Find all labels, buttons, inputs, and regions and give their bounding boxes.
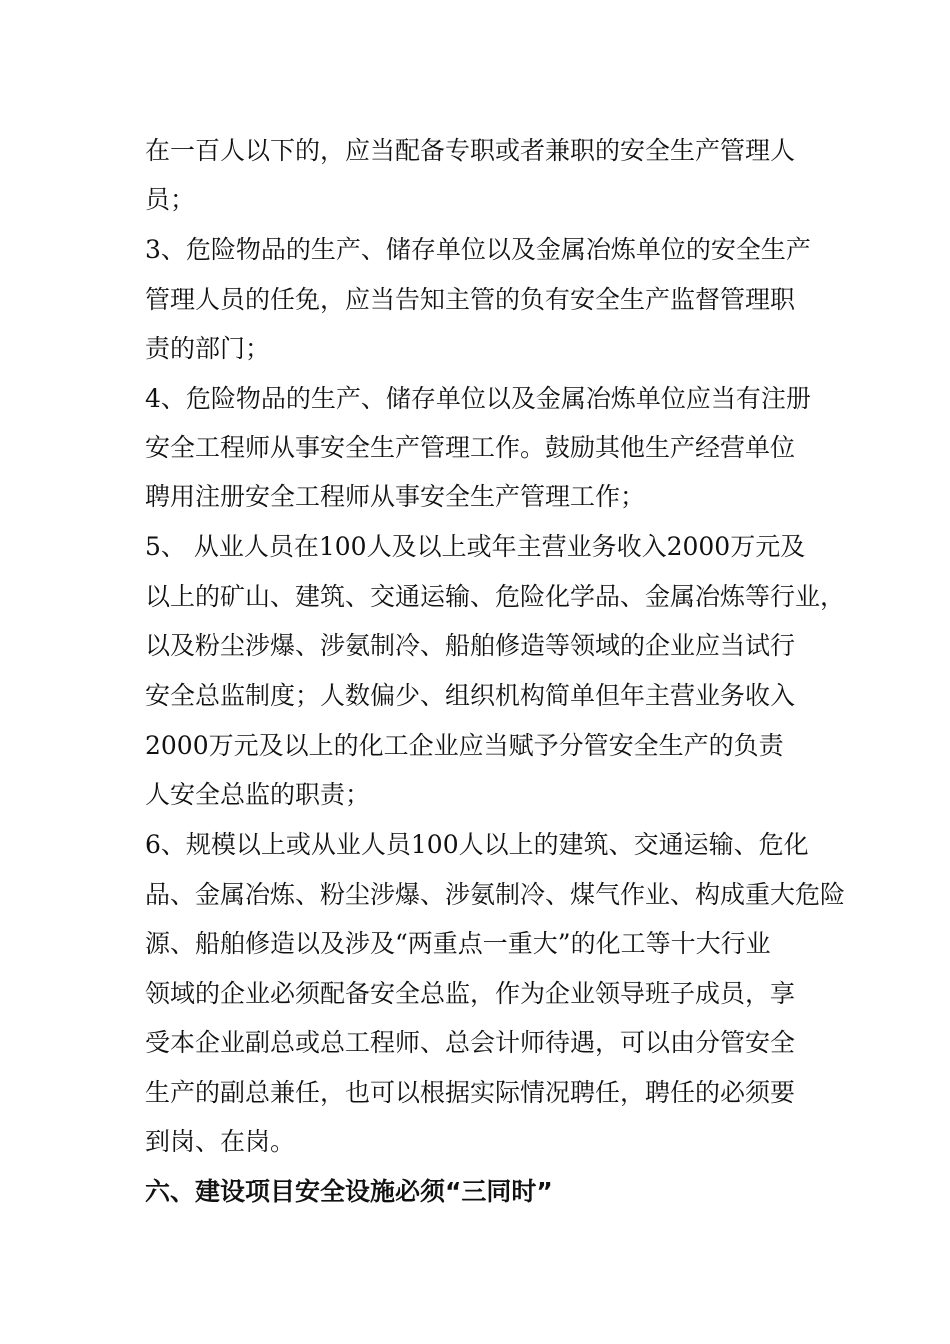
text-line-15: 6、规模以上或从业人员100人以上的建筑、交通运输、危化 bbox=[145, 830, 809, 859]
text-line-12: 安全总监制度；人数偏少、组织机构简单但年主营业务收入 bbox=[145, 681, 796, 710]
text-line-11: 以及粉尘涉爆、涉氨制冷、船舶修造等领域的企业应当试行 bbox=[145, 631, 796, 660]
text-line-9: 5、 从业人员在100人及以上或年主营业务收入2000万元及 bbox=[145, 532, 806, 561]
text-line-13: 2000万元及以上的化工企业应当赋予分管安全生产的负责 bbox=[145, 731, 784, 760]
text-line-6: 4、危险物品的生产、储存单位以及金属冶炼单位应当有注册 bbox=[145, 384, 811, 413]
text-line-4: 管理人员的任免，应当告知主管的负有安全生产监督管理职 bbox=[145, 285, 796, 314]
text-line-19: 受本企业副总或总工程师、总会计师待遇，可以由分管安全 bbox=[145, 1028, 796, 1057]
text-line-1: 在一百人以下的，应当配备专职或者兼职的安全生产管理人 bbox=[145, 136, 796, 165]
text-line-17: 源、船舶修造以及涉及“两重点一重大”的化工等十大行业 bbox=[145, 929, 771, 958]
text-line-16: 品、金属冶炼、粉尘涉爆、涉氨制冷、煤气作业、构成重大危险 bbox=[145, 880, 846, 909]
text-line-20: 生产的副总兼任，也可以根据实际情况聘任，聘任的必须要 bbox=[145, 1078, 796, 1107]
text-line-7: 安全工程师从事安全生产管理工作。鼓励其他生产经营单位 bbox=[145, 433, 796, 462]
text-line-3: 3、危险物品的生产、储存单位以及金属冶炼单位的安全生产 bbox=[145, 235, 811, 264]
text-line-14: 人安全总监的职责； bbox=[145, 780, 371, 809]
text-line-5: 责的部门； bbox=[145, 334, 271, 363]
text-line-2: 员； bbox=[145, 185, 196, 214]
text-line-18: 领域的企业必须配备安全总监，作为企业领导班子成员，享 bbox=[145, 979, 796, 1008]
text-line-10: 以上的矿山、建筑、交通运输、危险化学品、金属冶炼等行业， bbox=[145, 582, 846, 611]
section-heading: 六、建设项目安全设施必须“三同时” bbox=[145, 1177, 553, 1206]
text-line-21: 到岗、在岗。 bbox=[145, 1127, 296, 1156]
text-line-8: 聘用注册安全工程师从事安全生产管理工作； bbox=[145, 482, 646, 511]
